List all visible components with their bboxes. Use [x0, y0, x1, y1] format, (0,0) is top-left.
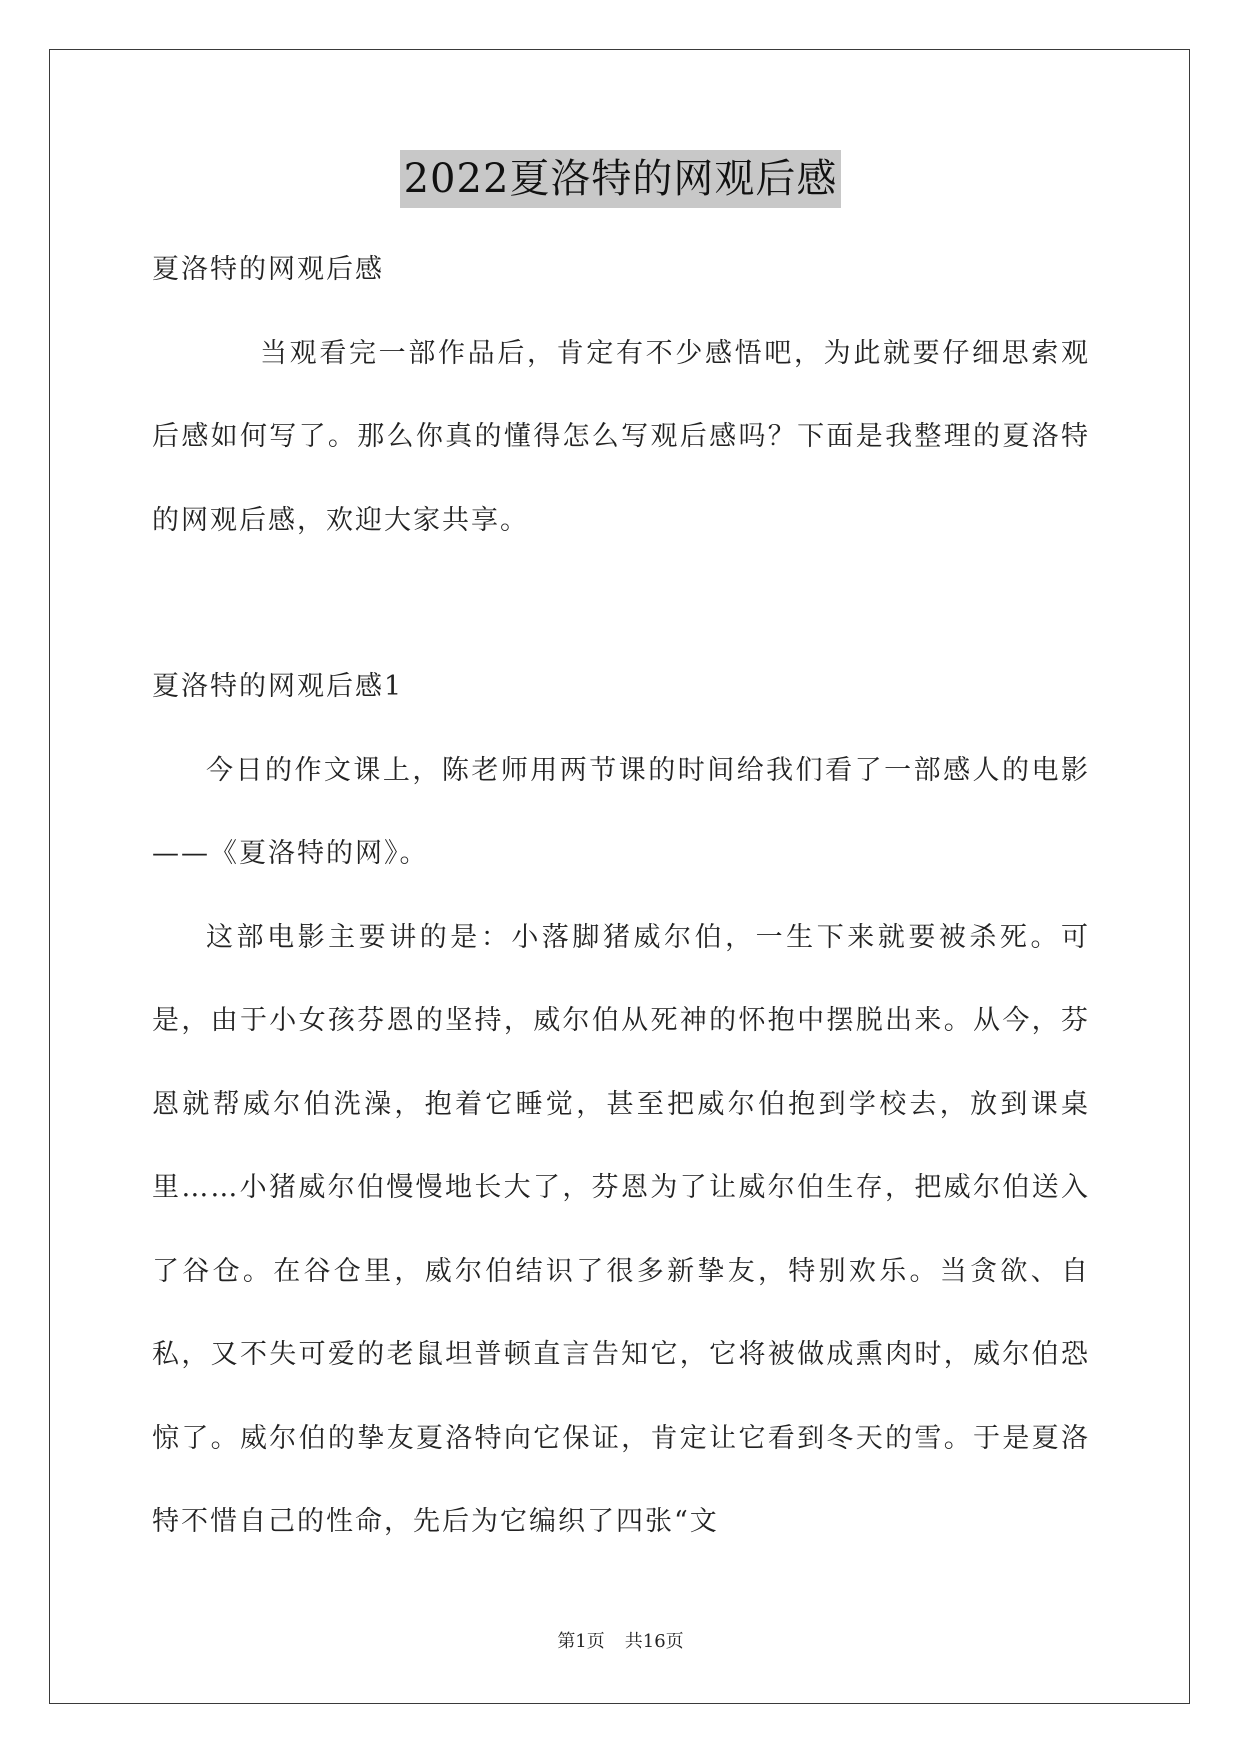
document-subtitle: 夏洛特的网观后感	[152, 254, 384, 285]
section-heading: 夏洛特的网观后感1	[152, 671, 404, 702]
document-title: 2022夏洛特的网观后感	[400, 150, 842, 208]
page-total: 共16页	[624, 1631, 684, 1652]
page-footer	[0, 1627, 1241, 1653]
document-body	[152, 228, 1090, 1564]
title-container	[0, 150, 1241, 208]
body-paragraph: 这部电影主要讲的是：小落脚猪威尔伯，一生下来就要被杀死。可是，由于小女孩芬恩的坚持，威尔伯从死神的怀抱中摆脱出来。从今，芬恩就帮威尔伯洗澡，抱着它睡觉，甚至把威尔伯抱到学校去，放到课桌里……小猪威尔伯慢慢地长大了，芬恩为了让威尔伯生存，把威尔伯送入了谷仓。在谷仓里，威尔伯结识了很多新挚友，特别欢乐。当贪欲、自私，又不失可爱的老鼠坦普顿直言告知它，它将被做成熏肉时，威尔伯恐惊了。威尔伯的挚友夏洛特向它保证，肯定让它看到冬天的雪。于是夏洛特不惜自己的性命，先后为它编织了四张“文	[152, 921, 1090, 1537]
body-paragraph: 今日的作文课上，陈老师用两节课的时间给我们看了一部感人的电影——《夏洛特的网》。	[152, 754, 1090, 869]
page-number: 第1页	[557, 1631, 605, 1652]
intro-paragraph: 当观看完一部作品后，肯定有不少感悟吧，为此就要仔细思索观后感如何写了。那么你真的懂得怎么写观后感吗？下面是我整理的夏洛特的网观后感，欢迎大家共享。	[152, 337, 1090, 536]
paragraph-gap	[152, 562, 1090, 645]
